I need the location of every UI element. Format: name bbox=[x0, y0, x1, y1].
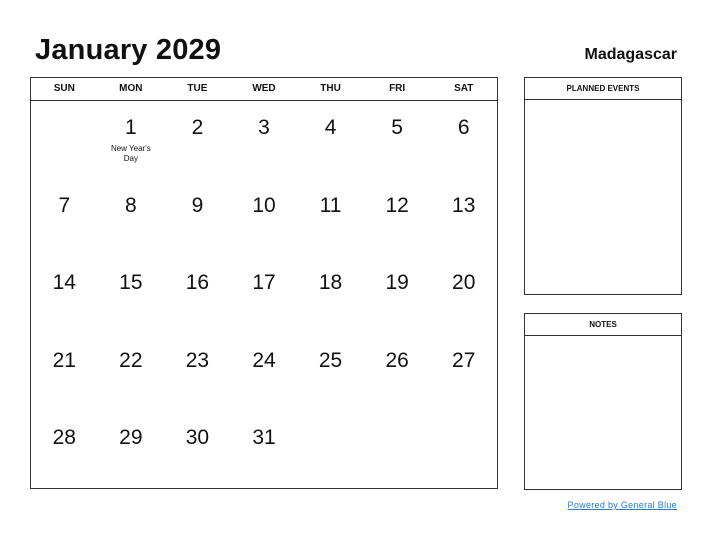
day-number: 29 bbox=[119, 426, 143, 450]
day-number: 9 bbox=[191, 193, 204, 217]
weekday-tue: TUE bbox=[187, 83, 208, 94]
day-number: 25 bbox=[318, 348, 343, 372]
day-number: 11 bbox=[319, 193, 342, 217]
day-cell bbox=[98, 179, 165, 257]
day-cell bbox=[231, 256, 298, 334]
day-cell bbox=[430, 179, 497, 257]
day-cell bbox=[98, 334, 165, 412]
day-number: 15 bbox=[119, 271, 143, 295]
day-cell bbox=[231, 101, 298, 179]
day-number: 23 bbox=[185, 348, 210, 372]
day-number: 19 bbox=[385, 271, 409, 295]
week-row bbox=[31, 179, 497, 257]
day-cell bbox=[164, 411, 231, 489]
weekday-header-row bbox=[31, 78, 497, 101]
day-cell bbox=[430, 411, 497, 489]
day-cell bbox=[231, 334, 298, 412]
day-number: 21 bbox=[52, 348, 76, 372]
day-number: 27 bbox=[452, 348, 476, 372]
powered-by-link[interactable]: Powered by General Blue bbox=[567, 500, 677, 510]
day-number: 2 bbox=[191, 116, 204, 139]
week-row bbox=[31, 334, 497, 412]
day-cell bbox=[364, 411, 431, 489]
day-cell bbox=[231, 411, 298, 489]
day-number: 30 bbox=[185, 426, 210, 450]
day-cell bbox=[297, 256, 364, 334]
holiday-label: New Year's Day bbox=[110, 144, 151, 163]
day-number: 4 bbox=[324, 116, 337, 139]
day-cell bbox=[297, 334, 364, 412]
day-cell bbox=[430, 101, 497, 179]
notes-box bbox=[524, 313, 682, 490]
day-cell bbox=[297, 179, 364, 257]
week-row bbox=[31, 256, 497, 334]
week-row bbox=[31, 101, 497, 179]
day-cell bbox=[31, 256, 98, 334]
weekday-sun: SUN bbox=[53, 83, 75, 94]
notes-header: NOTES bbox=[525, 314, 681, 336]
day-number: 8 bbox=[125, 193, 137, 217]
day-cell bbox=[98, 101, 165, 179]
day-number: 18 bbox=[318, 271, 343, 295]
day-number: 28 bbox=[52, 426, 76, 450]
day-cell bbox=[364, 179, 431, 257]
calendar-grid bbox=[30, 77, 498, 489]
day-cell bbox=[164, 334, 231, 412]
day-number: 13 bbox=[452, 193, 476, 217]
day-cell bbox=[430, 334, 497, 412]
week-row bbox=[31, 411, 497, 489]
page-title: January 2029 bbox=[35, 34, 222, 66]
day-cell bbox=[31, 411, 98, 489]
day-cell bbox=[364, 101, 431, 179]
weekday-wed: WED bbox=[252, 83, 276, 94]
day-cell bbox=[364, 256, 431, 334]
day-number: 7 bbox=[58, 193, 71, 217]
day-number: 10 bbox=[252, 193, 276, 217]
weekday-mon: MON bbox=[119, 83, 143, 94]
day-number: 22 bbox=[119, 348, 143, 372]
day-number: 1 bbox=[125, 116, 137, 139]
day-cell bbox=[31, 179, 98, 257]
day-cell bbox=[31, 334, 98, 412]
day-cell bbox=[98, 256, 165, 334]
day-cell bbox=[364, 334, 431, 412]
planned-events-header: PLANNED EVENTS bbox=[525, 78, 681, 100]
day-cell bbox=[164, 101, 231, 179]
day-number: 14 bbox=[52, 271, 76, 295]
day-cell bbox=[231, 179, 298, 257]
day-number: 6 bbox=[457, 116, 470, 139]
day-cell bbox=[164, 256, 231, 334]
calendar-weeks bbox=[31, 101, 497, 489]
day-number: 17 bbox=[252, 271, 276, 295]
day-number: 24 bbox=[252, 348, 276, 372]
day-cell bbox=[31, 101, 98, 179]
day-cell bbox=[164, 179, 231, 257]
planned-events-box bbox=[524, 77, 682, 295]
day-number: 26 bbox=[385, 348, 409, 372]
country-label: Madagascar bbox=[584, 46, 677, 63]
day-cell bbox=[297, 411, 364, 489]
day-cell bbox=[297, 101, 364, 179]
weekday-thu: THU bbox=[320, 83, 341, 94]
day-cell bbox=[98, 411, 165, 489]
day-number: 16 bbox=[185, 271, 210, 295]
day-cell bbox=[430, 256, 497, 334]
day-number: 20 bbox=[452, 271, 476, 295]
weekday-fri: FRI bbox=[389, 83, 406, 94]
weekday-sat: SAT bbox=[454, 83, 474, 94]
day-number: 31 bbox=[252, 426, 276, 450]
day-number: 12 bbox=[385, 193, 409, 217]
day-number: 3 bbox=[258, 116, 270, 139]
day-number: 5 bbox=[391, 116, 403, 139]
